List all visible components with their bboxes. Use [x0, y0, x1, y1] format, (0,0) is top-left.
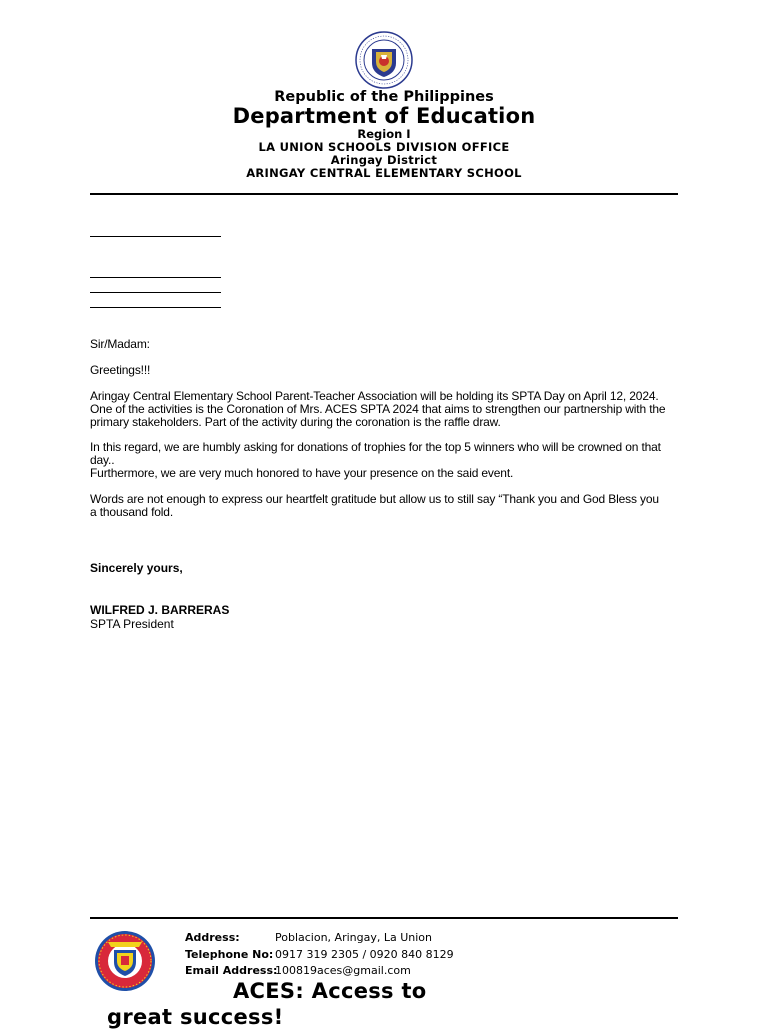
- deped-seal-icon: [350, 31, 418, 89]
- address-value: Poblacion, Aringay, La Union: [275, 931, 432, 944]
- email-label: Email Address:: [185, 964, 278, 977]
- signatory-name: WILFRED J. BARRERAS: [90, 603, 230, 617]
- division-heading: LA UNION SCHOOLS DIVISION OFFICE: [258, 140, 510, 154]
- region-heading: Region I: [357, 127, 411, 141]
- body-paragraph: In this regard, we are humbly asking for donations of trophies for the top 5 winners who will be crowned on that day..: [90, 440, 661, 467]
- signatory-title: SPTA President: [90, 617, 174, 631]
- telephone-label: Telephone No:: [185, 948, 274, 961]
- district-heading: Aringay District: [330, 153, 438, 167]
- address-label: Address:: [185, 931, 240, 944]
- recipient-blank-line: [90, 277, 221, 278]
- greeting: Greetings!!!: [90, 363, 151, 377]
- body-paragraph: Aringay Central Elementary School Parent-Teacher Association will be holding its SPTA Day on April 12, 2024. One of the activities is the Coronation of Mrs. ACES SPTA 2024 that aims to strengthen our partnership with the primary stakeholders. Part of the activity during the coronation is the raffle draw.: [90, 389, 666, 429]
- school-heading: ARINGAY CENTRAL ELEMENTARY SCHOOL: [246, 166, 522, 180]
- closing: Sincerely yours,: [90, 561, 183, 575]
- school-motto: ACES: Access to great success!: [107, 979, 427, 1029]
- email-value: 100819aces@gmail.com: [275, 964, 411, 977]
- recipient-blank-line: [90, 307, 221, 308]
- salutation: Sir/Madam:: [90, 337, 150, 351]
- recipient-blank-line: [90, 292, 221, 293]
- header-divider: [90, 193, 678, 195]
- republic-heading: Republic of the Philippines: [274, 89, 494, 105]
- body-paragraph: Words are not enough to express our heartfelt gratitude but allow us to still say “Thank you and God Bless you a thousand fold.: [90, 492, 659, 519]
- department-heading: Department of Education: [232, 104, 536, 128]
- telephone-value: 0917 319 2305 / 0920 840 8129: [275, 948, 454, 961]
- date-blank-line: [90, 236, 221, 237]
- body-paragraph: Furthermore, we are very much honored to have your presence on the said event.: [90, 466, 514, 480]
- footer-divider: [90, 917, 678, 919]
